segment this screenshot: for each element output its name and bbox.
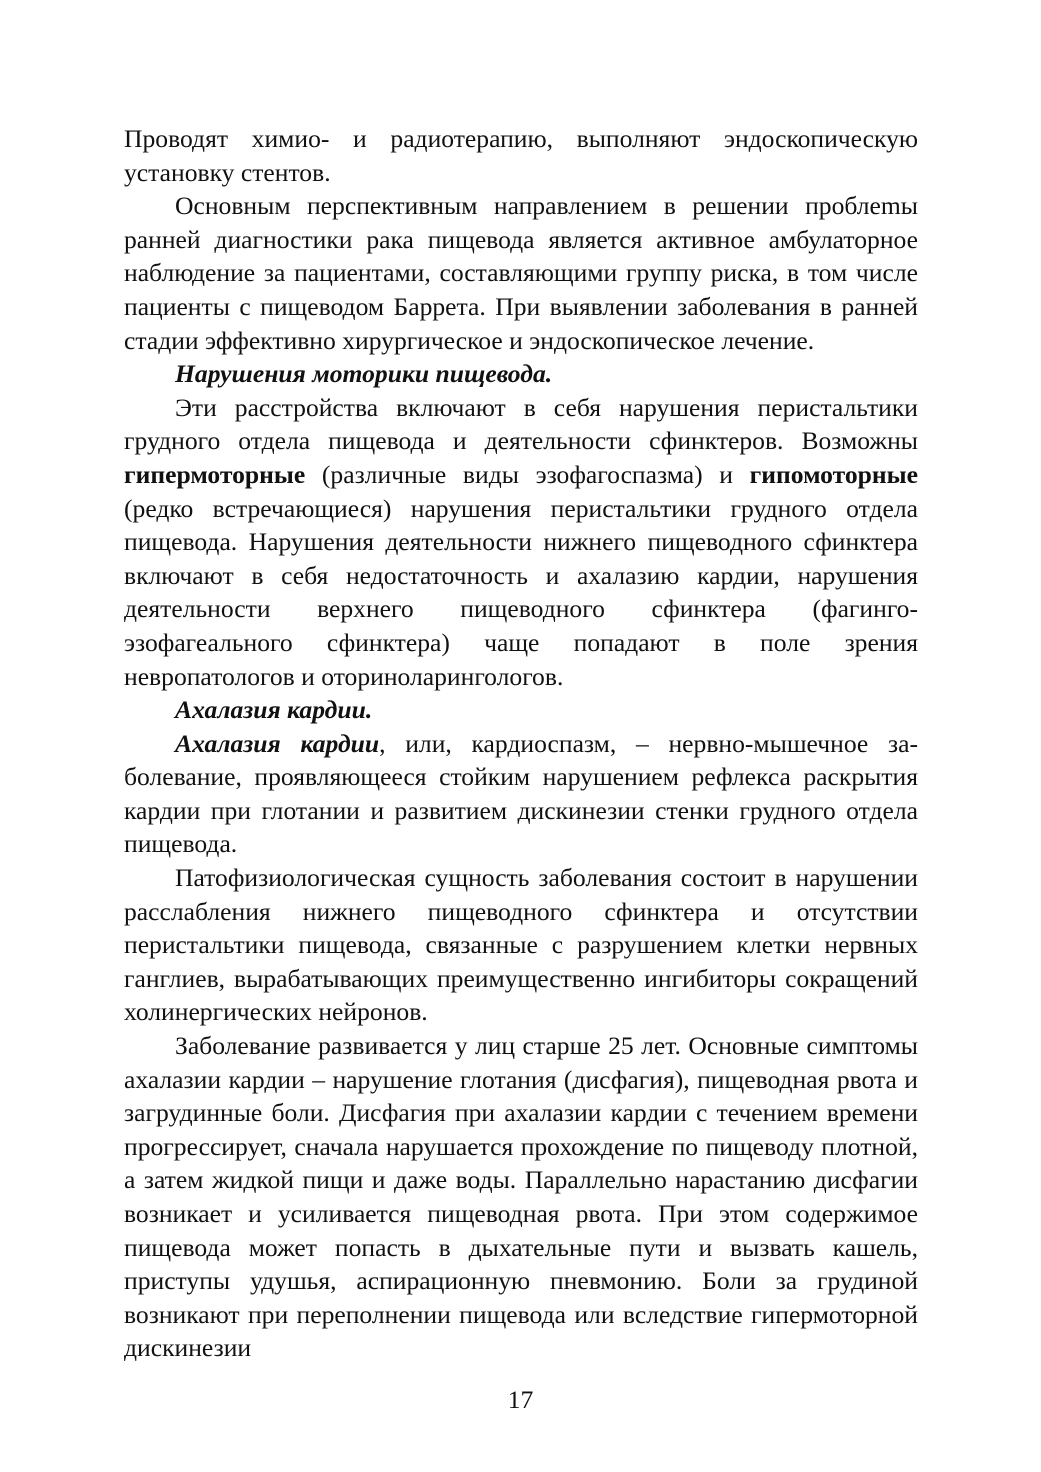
text-segment: (различные виды эзофагоспазма) и (305, 459, 750, 489)
paragraph-achalasia-definition (124, 727, 918, 861)
paragraph-motility (124, 391, 918, 693)
page-body (124, 122, 918, 1365)
term-achalasia: Ахалазия кардии (175, 728, 380, 758)
term-hypermotor: гипермоторные (124, 459, 306, 489)
text-segment: (редко встречающиеся) нарушения перистальтики грудного отдела пищевода. Нарушения деятельности нижнего пищеводного сфинктера включают в себя недостаточность и ахалазию кардии, нарушения деятельности верхнего пищеводного сфинктера (фагинго-эзофагеального сфинктера) чаще попадают в поле зрения невропатологов и оториноларингологов. (124, 493, 918, 691)
text-segment: Эти расстройства включают в себя нарушения перистальтики грудного отдела пищевода и деятельности сфинктеров. Возможны (124, 392, 918, 456)
paragraph-treatment: Проводят химио- и радиотерапию, выполняют эндоскопическую установку стентов. (124, 124, 918, 187)
page-number: 17 (507, 1385, 534, 1414)
heading-motility-disorders: Нарушения моторики пищевода. (175, 359, 553, 389)
paragraph-pathophysiology: Патофизиологическая сущность заболевания состоит в нарушении расслабления нижнего пищеводного сфинктера и отсутствии перистальтики пищевода, связанные с разрушением клетки нервных ганглиев, вырабатывающих преимущественно ингибиторы сокращений холинергических нейронов. (124, 863, 918, 1027)
heading-achalasia: Ахалазия кардии. (175, 695, 373, 725)
paragraph-early-diagnosis: Основным перспективным направлением в решении проблеmы ранней диагностики рака пищевода является активное амбулаторное наблюдение за пациентами, составляющими группу риска, в том числе пациенты с пищеводом Баррета. При выявлении заболевания в ранней стадии эффективно хирургическое и эндоскопическое лечение. (124, 191, 918, 355)
term-hypomotor: гипомоторные (749, 459, 918, 489)
paragraph-symptoms: Заболевание развивается у лиц старше 25 лет. Основные симптомы ахалазии кардии – нарушение глотания (дисфагия), пищеводная рвота и загрудинные боли. Дисфагия при ахалазии кардии с течением времени прогрессирует, сначала нарушается прохождение по пищеводу плотной, а затем жидкой пищи и даже воды. Параллельно нарастанию дисфагии возникает и усиливается пищеводная рвота. При этом содержимое пищевода может попасть в дыхательные пути и вызвать кашель, приступы удушья, аспирационную пневмонию. Боли за грудиной возникают при переполнении пищевода или вследствие гипермоторной дискинезии (124, 1031, 918, 1363)
text-segment: , или, кардиоспазм, – нервно-мышечное заболевание, проявляющееся стойким нарушением рефлекса раскрытия кардии при глотании и развитием дискинезии стенки грудного отдела пищевода. (124, 728, 918, 859)
